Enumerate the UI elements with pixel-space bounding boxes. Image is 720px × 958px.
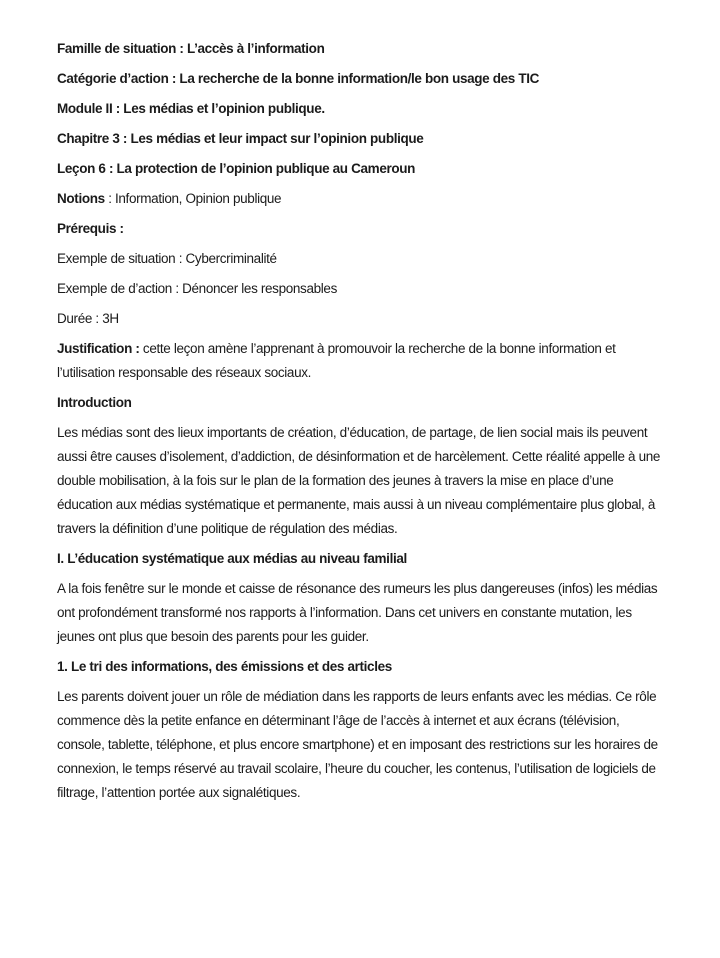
- paragraph-subsection-1-text: Les parents doivent jouer un rôle de médiation dans les rapports de leurs enfants avec les médias. Ce rôle commence dès la petite enfance en déterminant l’âge de l’accès à internet et aux écrans (télévision, console, tablette, téléphone, et plus encore smartphone) et en imposant des restrictions sur les horaires de connexion, le temps réservé au travail scolaire, l’heure du coucher, les contenus, l’utilisation de logiciels de filtrage, l’attention portée aux signalétiques.: [57, 689, 658, 800]
- heading-subsection-1-text: 1. Le tri des informations, des émissions et des articles: [57, 659, 392, 674]
- heading-introduction-text: Introduction: [57, 395, 132, 410]
- paragraph-justification: [57, 337, 667, 385]
- heading-introduction: [57, 391, 667, 415]
- heading-section-1-text: I. L’éducation systématique aux médias au niveau familial: [57, 551, 407, 566]
- paragraph-introduction-text: Les médias sont des lieux importants de création, d’éducation, de partage, de lien social mais ils peuvent aussi être causes d’isolement, d’addiction, de désinformation et de harcèlement. Cette réalité appelle à une double mobilisation, à la fois sur le plan de la formation des jeunes à travers la mise en place d’une éducation aux médias systématique et permanente, mais aussi à un niveau complémentaire plus global, à travers la définition d’une politique de régulation des médias.: [57, 425, 661, 536]
- paragraph-subsection-1: [57, 685, 667, 805]
- field-module-text: Module II : Les médias et l’opinion publique.: [57, 101, 325, 116]
- field-exemple-action: [57, 277, 667, 301]
- field-categorie-daction-text: Catégorie d’action : La recherche de la bonne information/le bon usage des TIC: [57, 71, 540, 86]
- paragraph-introduction: [57, 421, 667, 541]
- field-categorie-daction: [57, 67, 667, 91]
- paragraph-section-1: [57, 577, 667, 649]
- field-module: [57, 97, 667, 121]
- paragraph-justification-label: Justification :: [57, 341, 143, 356]
- field-exemple-situation: [57, 247, 667, 271]
- field-famille-de-situation: [57, 37, 667, 61]
- field-prerequis-text: Prérequis :: [57, 221, 124, 236]
- paragraph-section-1-text: A la fois fenêtre sur le monde et caisse de résonance des rumeurs les plus dangereuses (infos) les médias ont profondément transformé nos rapports à l’information. Dans cet univers en constante mutation, les jeunes ont plus que besoin des parents pour les guider.: [57, 581, 658, 644]
- field-chapitre-text: Chapitre 3 : Les médias et leur impact sur l’opinion publique: [57, 131, 424, 146]
- field-duree-text: Durée : 3H: [57, 311, 119, 326]
- field-famille-de-situation-text: Famille de situation : L’accès à l’information: [57, 41, 325, 56]
- heading-subsection-1: [57, 655, 667, 679]
- field-prerequis: [57, 217, 667, 241]
- field-duree: [57, 307, 667, 331]
- field-exemple-situation-text: Exemple de situation : Cybercriminalité: [57, 251, 277, 266]
- field-notions-label: Notions: [57, 191, 105, 206]
- field-notions-value: : Information, Opinion publique: [104, 191, 282, 206]
- paragraph-justification-body: cette leçon amène l’apprenant à promouvoir la recherche de la bonne information et l’utilisation responsable des réseaux sociaux.: [57, 341, 616, 380]
- field-notions: [57, 187, 667, 211]
- field-exemple-action-text: Exemple de d’action : Dénoncer les responsables: [57, 281, 337, 296]
- field-lecon-text: Leçon 6 : La protection de l’opinion publique au Cameroun: [57, 161, 416, 176]
- field-lecon: [57, 157, 667, 181]
- heading-section-1: [57, 547, 667, 571]
- field-chapitre: [57, 127, 667, 151]
